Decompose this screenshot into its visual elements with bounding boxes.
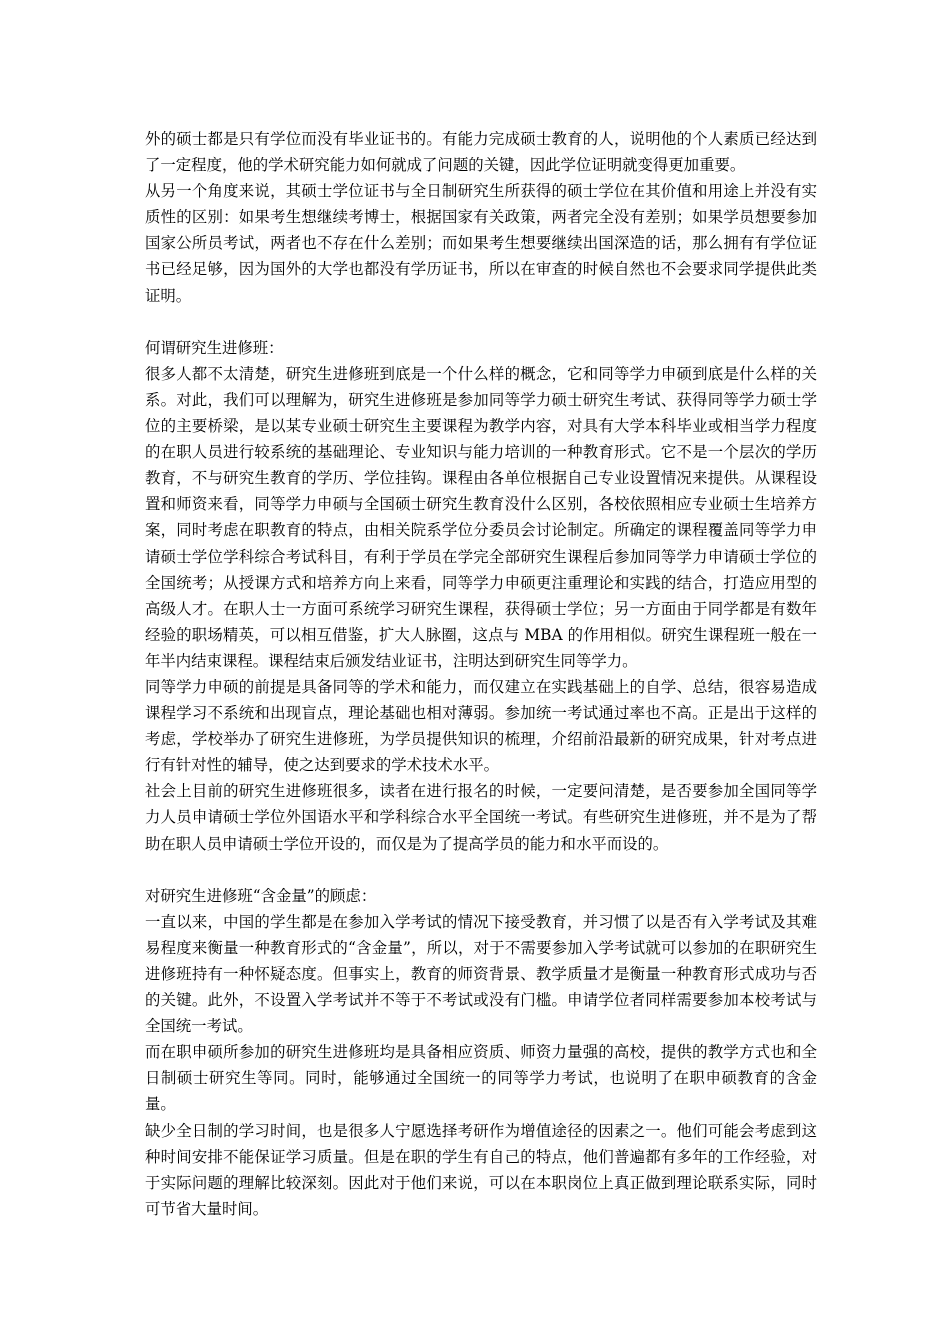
paragraph: 社会上目前的研究生进修班很多，读者在进行报名的时候，一定要问清楚，是否要参加全国同等学力人员申请硕士学位外国语水平和学科综合水平全国统一考试。有些研究生进修班，并不是为了帮助在职人员申请硕士学位开设的，而仅是为了提高学员的能力和水平而设的。 — [145, 782, 817, 853]
paragraph: 一直以来，中国的学生都是在参加入学考试的情况下接受教育，并习惯了以是否有入学考试及其难易程度来衡量一种教育形式的“含金量”，所以，对于不需要参加入学考试就可以参加的在职研究生进修班持有一种怀疑态度。但事实上，教育的师资背景、教学质量才是衡量一种教育形式成功与否的关键。此外，不设置入学考试并不等于不考试或没有门槛。申请学位者同样需要参加本校考试与全国统一考试。 — [145, 912, 817, 1036]
section-heading: 对研究生进修班“含金量”的顾虑： — [145, 886, 377, 905]
section-heading: 何谓研究生进修班： — [145, 338, 284, 357]
paragraph: 同等学力申硕的前提是具备同等的学术和能力，而仅建立在实践基础上的自学、总结，很容易造成课程学习不系统和出现盲点，理论基础也相对薄弱。参加统一考试通过率也不高。正是出于这样的考虑，学校举办了研究生进修班，为学员提供知识的梳理，介绍前沿最新的研究成果，针对考点进行有针对性的辅导，使之达到要求的学术技术水平。 — [145, 677, 817, 775]
blank-line — [145, 309, 817, 335]
paragraph: 外的硕士都是只有学位而没有毕业证书的。有能力完成硕士教育的人，说明他的个人素质已经达到了一定程度，他的学术研究能力如何就成了问题的关键，因此学位证明就变得更加重要。 — [145, 130, 817, 175]
paragraph: 从另一个角度来说，其硕士学位证书与全日制研究生所获得的硕士学位在其价值和用途上并没有实质性的区别：如果考生想继续考博士，根据国家有关政策，两者完全没有差别；如果学员想要参加国家公所员考试，两者也不存在什么差别；而如果考生想要继续出国深造的话，那么拥有有学位证书已经足够，因为国外的大学也都没有学历证书，所以在审查的时候自然也不会要求同学提供此类证明。 — [145, 182, 817, 305]
paragraph: 而在职申硕所参加的研究生进修班均是具备相应资质、师资力量强的高校，提供的教学方式也和全日制硕士研究生等同。同时，能够通过全国统一的同等学力考试，也说明了在职申硕教育的含金量。 — [145, 1043, 817, 1114]
document-body — [145, 126, 817, 1222]
paragraph: 缺少全日制的学习时间，也是很多人宁愿选择考研作为增值途径的因素之一。他们可能会考虑到这种时间安排不能保证学习质量。但是在职的学生有自己的特点，他们普遍都有多年的工作经验，对于实际问题的理解比较深刻。因此对于他们来说，可以在本职岗位上真正做到理论联系实际，同时可节省大量时间。 — [145, 1121, 817, 1218]
paragraph: 很多人都不太清楚，研究生进修班到底是一个什么样的概念，它和同等学力申硕到底是什么样的关系。对此，我们可以理解为，研究生进修班是参加同等学力硕士研究生考试、获得同等学力硕士学位的主要桥梁，是以某专业硕士研究生主要课程为教学内容，对具有大学本科毕业或相当学力程度的在职人员进行较系统的基础理论、专业知识与能力培训的一种教育形式。它不是一个层次的学历教育，不与研究生教育的学历、学位挂钩。课程由各单位根据自己专业设置情况来提供。从课程设置和师资来看，同等学力申硕与全国硕士研究生教育没什么区别，各校依照相应专业硕士生培养方案，同时考虑在职教育的特点，由相关院系学位分委员会讨论制定。所确定的课程覆盖同等学力申请硕士学位学科综合考试科目，有利于学员在学完全部研究生课程后参加同等学力申请硕士学位的全国统考；从授课方式和培养方向上来看，同等学力申硕更注重理论和实践的结合，打造应用型的高级人才。在职人士一方面可系统学习研究生课程，获得硕士学位；另一方面由于同学都是有数年经验的职场精英，可以相互借鉴，扩大人脉圈，这点与 MBA 的作用相似。研究生课程班一般在一年半内结束课程。课程结束后颁发结业证书，注明达到研究生同等学力。 — [145, 364, 817, 670]
blank-line — [145, 857, 817, 883]
